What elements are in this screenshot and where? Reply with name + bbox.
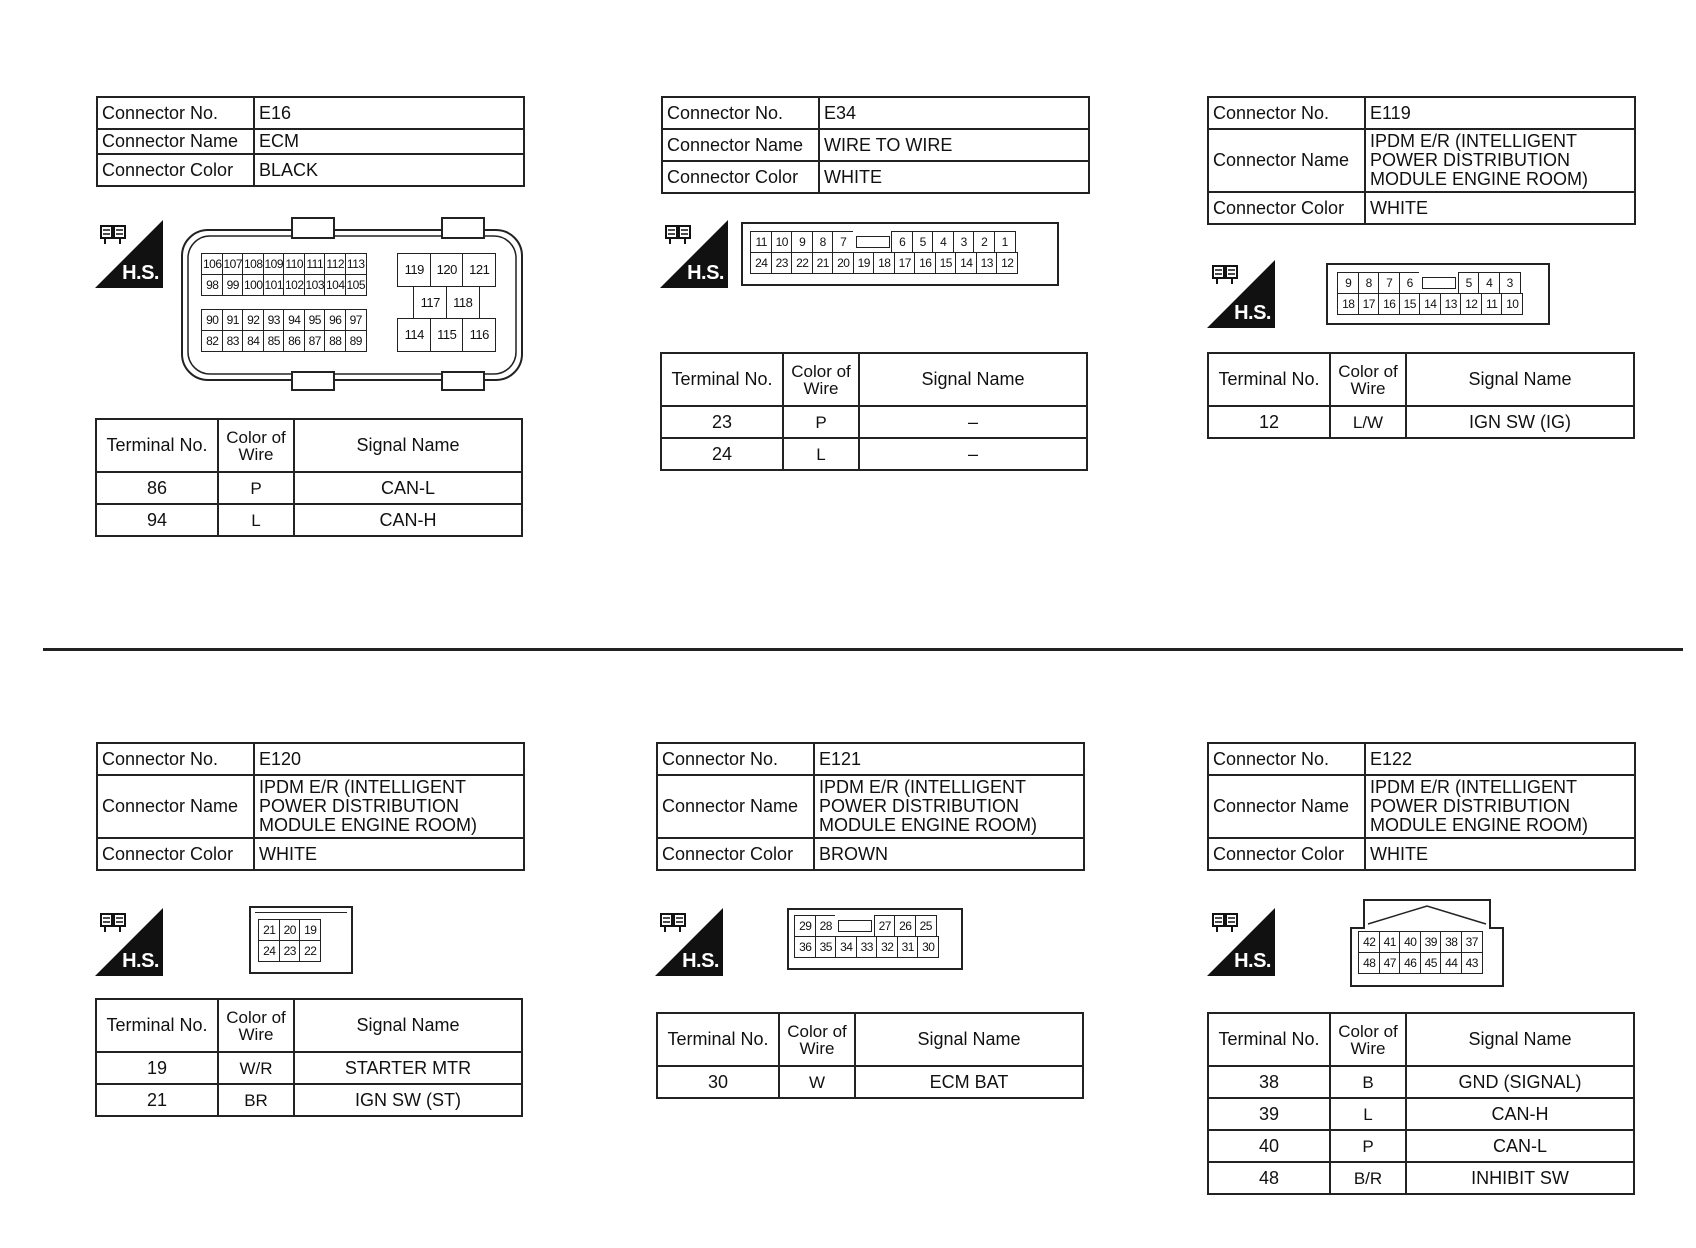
pin-row bbox=[1359, 932, 1482, 953]
signal-name-header: Signal Name bbox=[1406, 1013, 1634, 1066]
pin-cell: 16 bbox=[914, 252, 936, 274]
pin-cell: 22 bbox=[299, 940, 321, 962]
pin-cell: 21 bbox=[258, 919, 280, 941]
pin-cell: 119 bbox=[397, 253, 431, 287]
pin-cell: 12 bbox=[1460, 293, 1482, 315]
pin-cell: 14 bbox=[1419, 293, 1441, 315]
color-of-wire-header: Color of Wire bbox=[1330, 1013, 1406, 1066]
pin-cell: 87 bbox=[304, 330, 326, 352]
pin-cell: 109 bbox=[263, 253, 285, 275]
terminal-row bbox=[661, 406, 1087, 438]
keyway-slot bbox=[1419, 272, 1459, 294]
connector-name-label: Connector Name bbox=[97, 129, 254, 154]
pin-cell: 9 bbox=[791, 231, 813, 253]
terminal-no-cell: 23 bbox=[661, 406, 783, 438]
terminal-no-header: Terminal No. bbox=[1208, 1013, 1330, 1066]
connector-no-label: Connector No. bbox=[657, 743, 814, 775]
pin-cell: 21 bbox=[812, 252, 834, 274]
connector-info-table bbox=[96, 96, 525, 187]
connector-name-value: IPDM E/R (INTELLIGENT POWER DISTRIBUTION MODULE ENGINE ROOM) bbox=[1365, 775, 1635, 838]
pin-cell: 115 bbox=[430, 318, 464, 352]
pin-cell: 19 bbox=[299, 919, 321, 941]
signal-name-cell: CAN-L bbox=[294, 472, 522, 504]
terminal-no-header: Terminal No. bbox=[1208, 353, 1330, 406]
connector-color-value: BLACK bbox=[254, 154, 524, 186]
signal-name-cell: – bbox=[859, 438, 1087, 470]
terminal-no-cell: 12 bbox=[1208, 406, 1330, 438]
pin-cell: 17 bbox=[894, 252, 916, 274]
pin-cell: 32 bbox=[876, 936, 898, 958]
terminal-row bbox=[1208, 1130, 1634, 1162]
pin-cell: 116 bbox=[462, 318, 496, 352]
pin-cell: 8 bbox=[812, 231, 834, 253]
pin-cell: 120 bbox=[430, 253, 464, 287]
pin-cell: 3 bbox=[1499, 272, 1521, 294]
pin-row bbox=[398, 287, 496, 320]
pin-cell: 14 bbox=[955, 252, 977, 274]
pin-cell: 93 bbox=[263, 309, 285, 331]
pin-cell: 4 bbox=[932, 231, 954, 253]
pin-cell: 39 bbox=[1420, 931, 1442, 953]
pin-cell: 23 bbox=[771, 252, 793, 274]
connector-no-label: Connector No. bbox=[97, 743, 254, 775]
pin-row bbox=[259, 941, 321, 962]
pin-cell: 98 bbox=[201, 274, 223, 296]
terminal-no-cell: 48 bbox=[1208, 1162, 1330, 1194]
signal-name-header: Signal Name bbox=[855, 1013, 1083, 1066]
pin-cell: 5 bbox=[1458, 272, 1480, 294]
pin-cell: 10 bbox=[771, 231, 793, 253]
connector-face-e16 bbox=[180, 216, 524, 392]
wire-color-cell: L bbox=[783, 438, 859, 470]
color-of-wire-header: Color of Wire bbox=[218, 999, 294, 1052]
connector-name-label: Connector Name bbox=[1208, 775, 1365, 838]
pin-cell: 96 bbox=[324, 309, 346, 331]
pin-cell: 108 bbox=[242, 253, 264, 275]
pin-cell: 97 bbox=[345, 309, 367, 331]
pin-row bbox=[202, 310, 366, 331]
pin-cell: 16 bbox=[1378, 293, 1400, 315]
pin-cell: 99 bbox=[222, 274, 244, 296]
connector-e34 bbox=[661, 96, 1090, 194]
pin-cell: 46 bbox=[1399, 952, 1421, 974]
pin-cell: 7 bbox=[832, 231, 854, 253]
pin-cell: 45 bbox=[1420, 952, 1442, 974]
connector-info-table bbox=[1207, 96, 1636, 225]
pin-row bbox=[259, 920, 321, 941]
pin-cell: 8 bbox=[1358, 272, 1380, 294]
harness-side-icon bbox=[95, 220, 163, 288]
connector-e16 bbox=[96, 96, 525, 187]
pin-cell: 36 bbox=[794, 936, 816, 958]
connector-e119 bbox=[1207, 96, 1636, 225]
connector-name-value: IPDM E/R (INTELLIGENT POWER DISTRIBUTION MODULE ENGINE ROOM) bbox=[814, 775, 1084, 838]
pin-row bbox=[751, 253, 1018, 274]
connector-e122 bbox=[1207, 742, 1636, 871]
pin-cell: 103 bbox=[304, 274, 326, 296]
pin-row bbox=[751, 232, 1018, 253]
pin-cell: 24 bbox=[750, 252, 772, 274]
connector-no-value: E119 bbox=[1365, 97, 1635, 129]
terminal-row bbox=[96, 504, 522, 536]
hs-label: H.S. bbox=[687, 262, 724, 284]
pin-cell: 89 bbox=[345, 330, 367, 352]
signal-name-cell: CAN-H bbox=[1406, 1098, 1634, 1130]
terminal-row bbox=[96, 472, 522, 504]
terminal-table-e120 bbox=[95, 998, 523, 1117]
connector-color-label: Connector Color bbox=[97, 838, 254, 870]
terminal-table-e119 bbox=[1207, 352, 1635, 439]
signal-name-header: Signal Name bbox=[294, 999, 522, 1052]
pin-cell: 13 bbox=[976, 252, 998, 274]
connector-e120 bbox=[96, 742, 525, 871]
hs-label: H.S. bbox=[122, 262, 159, 284]
terminal-table-e121 bbox=[656, 1012, 1084, 1099]
pin-cell: 47 bbox=[1379, 952, 1401, 974]
pin-cell: 11 bbox=[750, 231, 772, 253]
pin-cell: 13 bbox=[1440, 293, 1462, 315]
connector-info-table bbox=[656, 742, 1085, 871]
connector-color-value: BROWN bbox=[814, 838, 1084, 870]
pin-row bbox=[795, 916, 939, 937]
connector-no-label: Connector No. bbox=[662, 97, 819, 129]
pin-cell: 101 bbox=[263, 274, 285, 296]
connector-no-label: Connector No. bbox=[97, 97, 254, 129]
pin-cell: 113 bbox=[345, 253, 367, 275]
pin-cell: 88 bbox=[324, 330, 346, 352]
harness-side-icon bbox=[95, 908, 163, 976]
pin-cell: 12 bbox=[996, 252, 1018, 274]
wire-color-cell: BR bbox=[218, 1084, 294, 1116]
hs-label: H.S. bbox=[1234, 302, 1271, 324]
connector-name-label: Connector Name bbox=[1208, 129, 1365, 192]
pin-cell: 20 bbox=[279, 919, 301, 941]
terminal-table-e122 bbox=[1207, 1012, 1635, 1195]
pin-cell: 5 bbox=[912, 231, 934, 253]
pin-cell: 117 bbox=[413, 286, 447, 320]
connector-color-value: WHITE bbox=[254, 838, 524, 870]
connector-face-e122 bbox=[1350, 898, 1504, 988]
signal-name-cell: IGN SW (IG) bbox=[1406, 406, 1634, 438]
terminal-row bbox=[96, 1084, 522, 1116]
pin-cell: 26 bbox=[894, 915, 916, 937]
pin-cell: 18 bbox=[873, 252, 895, 274]
hs-label: H.S. bbox=[1234, 950, 1271, 972]
terminal-no-cell: 19 bbox=[96, 1052, 218, 1084]
harness-side-icon bbox=[1207, 908, 1275, 976]
connector-color-label: Connector Color bbox=[662, 161, 819, 193]
section-divider bbox=[43, 648, 1683, 651]
connector-info-table bbox=[96, 742, 525, 871]
terminal-no-cell: 40 bbox=[1208, 1130, 1330, 1162]
connector-name-label: Connector Name bbox=[662, 129, 819, 161]
wire-color-cell: B/R bbox=[1330, 1162, 1406, 1194]
pin-cell: 106 bbox=[201, 253, 223, 275]
connector-no-label: Connector No. bbox=[1208, 743, 1365, 775]
pin-cell: 15 bbox=[935, 252, 957, 274]
terminal-no-cell: 24 bbox=[661, 438, 783, 470]
color-of-wire-header: Color of Wire bbox=[779, 1013, 855, 1066]
connector-no-value: E34 bbox=[819, 97, 1089, 129]
terminal-no-cell: 86 bbox=[96, 472, 218, 504]
pin-cell: 20 bbox=[832, 252, 854, 274]
pin-cell: 110 bbox=[283, 253, 305, 275]
pin-cell: 121 bbox=[462, 253, 496, 287]
pin-cell: 1 bbox=[994, 231, 1016, 253]
connector-color-label: Connector Color bbox=[1208, 192, 1365, 224]
pin-cell: 107 bbox=[222, 253, 244, 275]
connector-e121 bbox=[656, 742, 1085, 871]
connector-name-value: ECM bbox=[254, 129, 524, 154]
pin-cell: 91 bbox=[222, 309, 244, 331]
pin-cell: 86 bbox=[283, 330, 305, 352]
connector-no-value: E122 bbox=[1365, 743, 1635, 775]
connector-info-table bbox=[661, 96, 1090, 194]
signal-name-header: Signal Name bbox=[294, 419, 522, 472]
pin-cell: 100 bbox=[242, 274, 264, 296]
pin-cell: 84 bbox=[242, 330, 264, 352]
connector-no-value: E121 bbox=[814, 743, 1084, 775]
pin-cell: 30 bbox=[917, 936, 939, 958]
pin-cell: 92 bbox=[242, 309, 264, 331]
pin-cell: 82 bbox=[201, 330, 223, 352]
terminal-no-header: Terminal No. bbox=[657, 1013, 779, 1066]
pin-cell: 43 bbox=[1461, 952, 1483, 974]
hs-label: H.S. bbox=[682, 950, 719, 972]
pin-cell: 94 bbox=[283, 309, 305, 331]
signal-name-cell: ECM BAT bbox=[855, 1066, 1083, 1098]
terminal-table-e16 bbox=[95, 418, 523, 537]
pin-cell: 10 bbox=[1501, 293, 1523, 315]
pin-cell: 37 bbox=[1461, 931, 1483, 953]
pin-cell: 6 bbox=[1399, 272, 1421, 294]
connector-name-value: IPDM E/R (INTELLIGENT POWER DISTRIBUTION MODULE ENGINE ROOM) bbox=[254, 775, 524, 838]
pin-row bbox=[1338, 273, 1523, 294]
pin-cell: 27 bbox=[874, 915, 896, 937]
pin-cell: 31 bbox=[897, 936, 919, 958]
harness-side-icon bbox=[660, 220, 728, 288]
wire-color-cell: P bbox=[218, 472, 294, 504]
connector-name-value: WIRE TO WIRE bbox=[819, 129, 1089, 161]
pin-cell: 102 bbox=[283, 274, 305, 296]
pin-cell: 118 bbox=[446, 286, 480, 320]
color-of-wire-header: Color of Wire bbox=[783, 353, 859, 406]
pin-cell: 105 bbox=[345, 274, 367, 296]
pin-row bbox=[795, 937, 939, 958]
pin-cell: 17 bbox=[1358, 293, 1380, 315]
signal-name-header: Signal Name bbox=[859, 353, 1087, 406]
terminal-row bbox=[1208, 1066, 1634, 1098]
pin-cell: 90 bbox=[201, 309, 223, 331]
connector-face-e34 bbox=[741, 222, 1059, 286]
pin-cell: 23 bbox=[279, 940, 301, 962]
pin-cell: 41 bbox=[1379, 931, 1401, 953]
pin-row bbox=[398, 319, 496, 352]
pin-cell: 3 bbox=[953, 231, 975, 253]
wire-color-cell: L bbox=[1330, 1098, 1406, 1130]
connector-face-e121 bbox=[787, 908, 963, 970]
terminal-table-e34 bbox=[660, 352, 1088, 471]
wire-color-cell: W/R bbox=[218, 1052, 294, 1084]
pin-row bbox=[202, 331, 366, 352]
terminal-no-cell: 94 bbox=[96, 504, 218, 536]
pin-cell: 11 bbox=[1481, 293, 1503, 315]
pin-row bbox=[202, 275, 366, 296]
pin-cell: 85 bbox=[263, 330, 285, 352]
terminal-no-cell: 38 bbox=[1208, 1066, 1330, 1098]
connector-face-e119 bbox=[1326, 263, 1550, 325]
pin-cell: 95 bbox=[304, 309, 326, 331]
signal-name-cell: STARTER MTR bbox=[294, 1052, 522, 1084]
color-of-wire-header: Color of Wire bbox=[218, 419, 294, 472]
keyway-slot bbox=[853, 231, 893, 253]
harness-side-icon bbox=[1207, 260, 1275, 328]
signal-name-cell: IGN SW (ST) bbox=[294, 1084, 522, 1116]
connector-no-value: E120 bbox=[254, 743, 524, 775]
connector-color-value: WHITE bbox=[819, 161, 1089, 193]
terminal-no-header: Terminal No. bbox=[96, 999, 218, 1052]
wire-color-cell: W bbox=[779, 1066, 855, 1098]
pin-cell: 35 bbox=[815, 936, 837, 958]
pin-cell: 48 bbox=[1358, 952, 1380, 974]
pin-cell: 111 bbox=[304, 253, 326, 275]
pin-row bbox=[1359, 953, 1482, 974]
terminal-no-header: Terminal No. bbox=[96, 419, 218, 472]
pin-cell: 29 bbox=[794, 915, 816, 937]
terminal-no-cell: 30 bbox=[657, 1066, 779, 1098]
signal-name-cell: CAN-H bbox=[294, 504, 522, 536]
wire-color-cell: P bbox=[783, 406, 859, 438]
pin-cell: 38 bbox=[1440, 931, 1462, 953]
terminal-row bbox=[1208, 1162, 1634, 1194]
pin-cell: 42 bbox=[1358, 931, 1380, 953]
pin-row bbox=[202, 254, 366, 275]
pin-cell: 7 bbox=[1378, 272, 1400, 294]
pin-cell: 25 bbox=[915, 915, 937, 937]
connector-color-value: WHITE bbox=[1365, 192, 1635, 224]
pin-cell: 34 bbox=[835, 936, 857, 958]
terminal-row bbox=[657, 1066, 1083, 1098]
connector-color-label: Connector Color bbox=[97, 154, 254, 186]
terminal-no-header: Terminal No. bbox=[661, 353, 783, 406]
terminal-no-cell: 21 bbox=[96, 1084, 218, 1116]
harness-side-icon bbox=[655, 908, 723, 976]
terminal-row bbox=[1208, 1098, 1634, 1130]
pin-cell: 44 bbox=[1440, 952, 1462, 974]
pin-cell: 112 bbox=[324, 253, 346, 275]
connector-color-label: Connector Color bbox=[657, 838, 814, 870]
pin-cell: 40 bbox=[1399, 931, 1421, 953]
pin-row bbox=[1338, 294, 1523, 315]
connector-name-label: Connector Name bbox=[657, 775, 814, 838]
signal-name-cell: GND (SIGNAL) bbox=[1406, 1066, 1634, 1098]
pin-cell: 104 bbox=[324, 274, 346, 296]
pin-cell: 28 bbox=[815, 915, 837, 937]
pin-cell: 19 bbox=[853, 252, 875, 274]
wire-color-cell: L bbox=[218, 504, 294, 536]
connector-face-e120 bbox=[249, 906, 353, 974]
connector-color-value: WHITE bbox=[1365, 838, 1635, 870]
terminal-row bbox=[96, 1052, 522, 1084]
connector-name-label: Connector Name bbox=[97, 775, 254, 838]
signal-name-header: Signal Name bbox=[1406, 353, 1634, 406]
signal-name-cell: INHIBIT SW bbox=[1406, 1162, 1634, 1194]
pin-cell: 22 bbox=[791, 252, 813, 274]
pin-cell: 4 bbox=[1478, 272, 1500, 294]
pin-cell: 18 bbox=[1337, 293, 1359, 315]
connector-no-value: E16 bbox=[254, 97, 524, 129]
pin-cell: 9 bbox=[1337, 272, 1359, 294]
keyway-slot bbox=[835, 915, 875, 937]
pin-cell: 2 bbox=[973, 231, 995, 253]
connector-no-label: Connector No. bbox=[1208, 97, 1365, 129]
pin-cell: 83 bbox=[222, 330, 244, 352]
pin-cell: 33 bbox=[856, 936, 878, 958]
pin-cell: 24 bbox=[258, 940, 280, 962]
pin-row bbox=[398, 254, 496, 287]
connector-color-label: Connector Color bbox=[1208, 838, 1365, 870]
wire-color-cell: P bbox=[1330, 1130, 1406, 1162]
pin-cell: 15 bbox=[1399, 293, 1421, 315]
connector-info-table bbox=[1207, 742, 1636, 871]
pin-cell: 114 bbox=[397, 318, 431, 352]
signal-name-cell: – bbox=[859, 406, 1087, 438]
wire-color-cell: B bbox=[1330, 1066, 1406, 1098]
connector-name-value: IPDM E/R (INTELLIGENT POWER DISTRIBUTION MODULE ENGINE ROOM) bbox=[1365, 129, 1635, 192]
terminal-row bbox=[661, 438, 1087, 470]
pin-cell: 6 bbox=[891, 231, 913, 253]
wire-color-cell: L/W bbox=[1330, 406, 1406, 438]
hs-label: H.S. bbox=[122, 950, 159, 972]
color-of-wire-header: Color of Wire bbox=[1330, 353, 1406, 406]
terminal-row bbox=[1208, 406, 1634, 438]
signal-name-cell: CAN-L bbox=[1406, 1130, 1634, 1162]
terminal-no-cell: 39 bbox=[1208, 1098, 1330, 1130]
